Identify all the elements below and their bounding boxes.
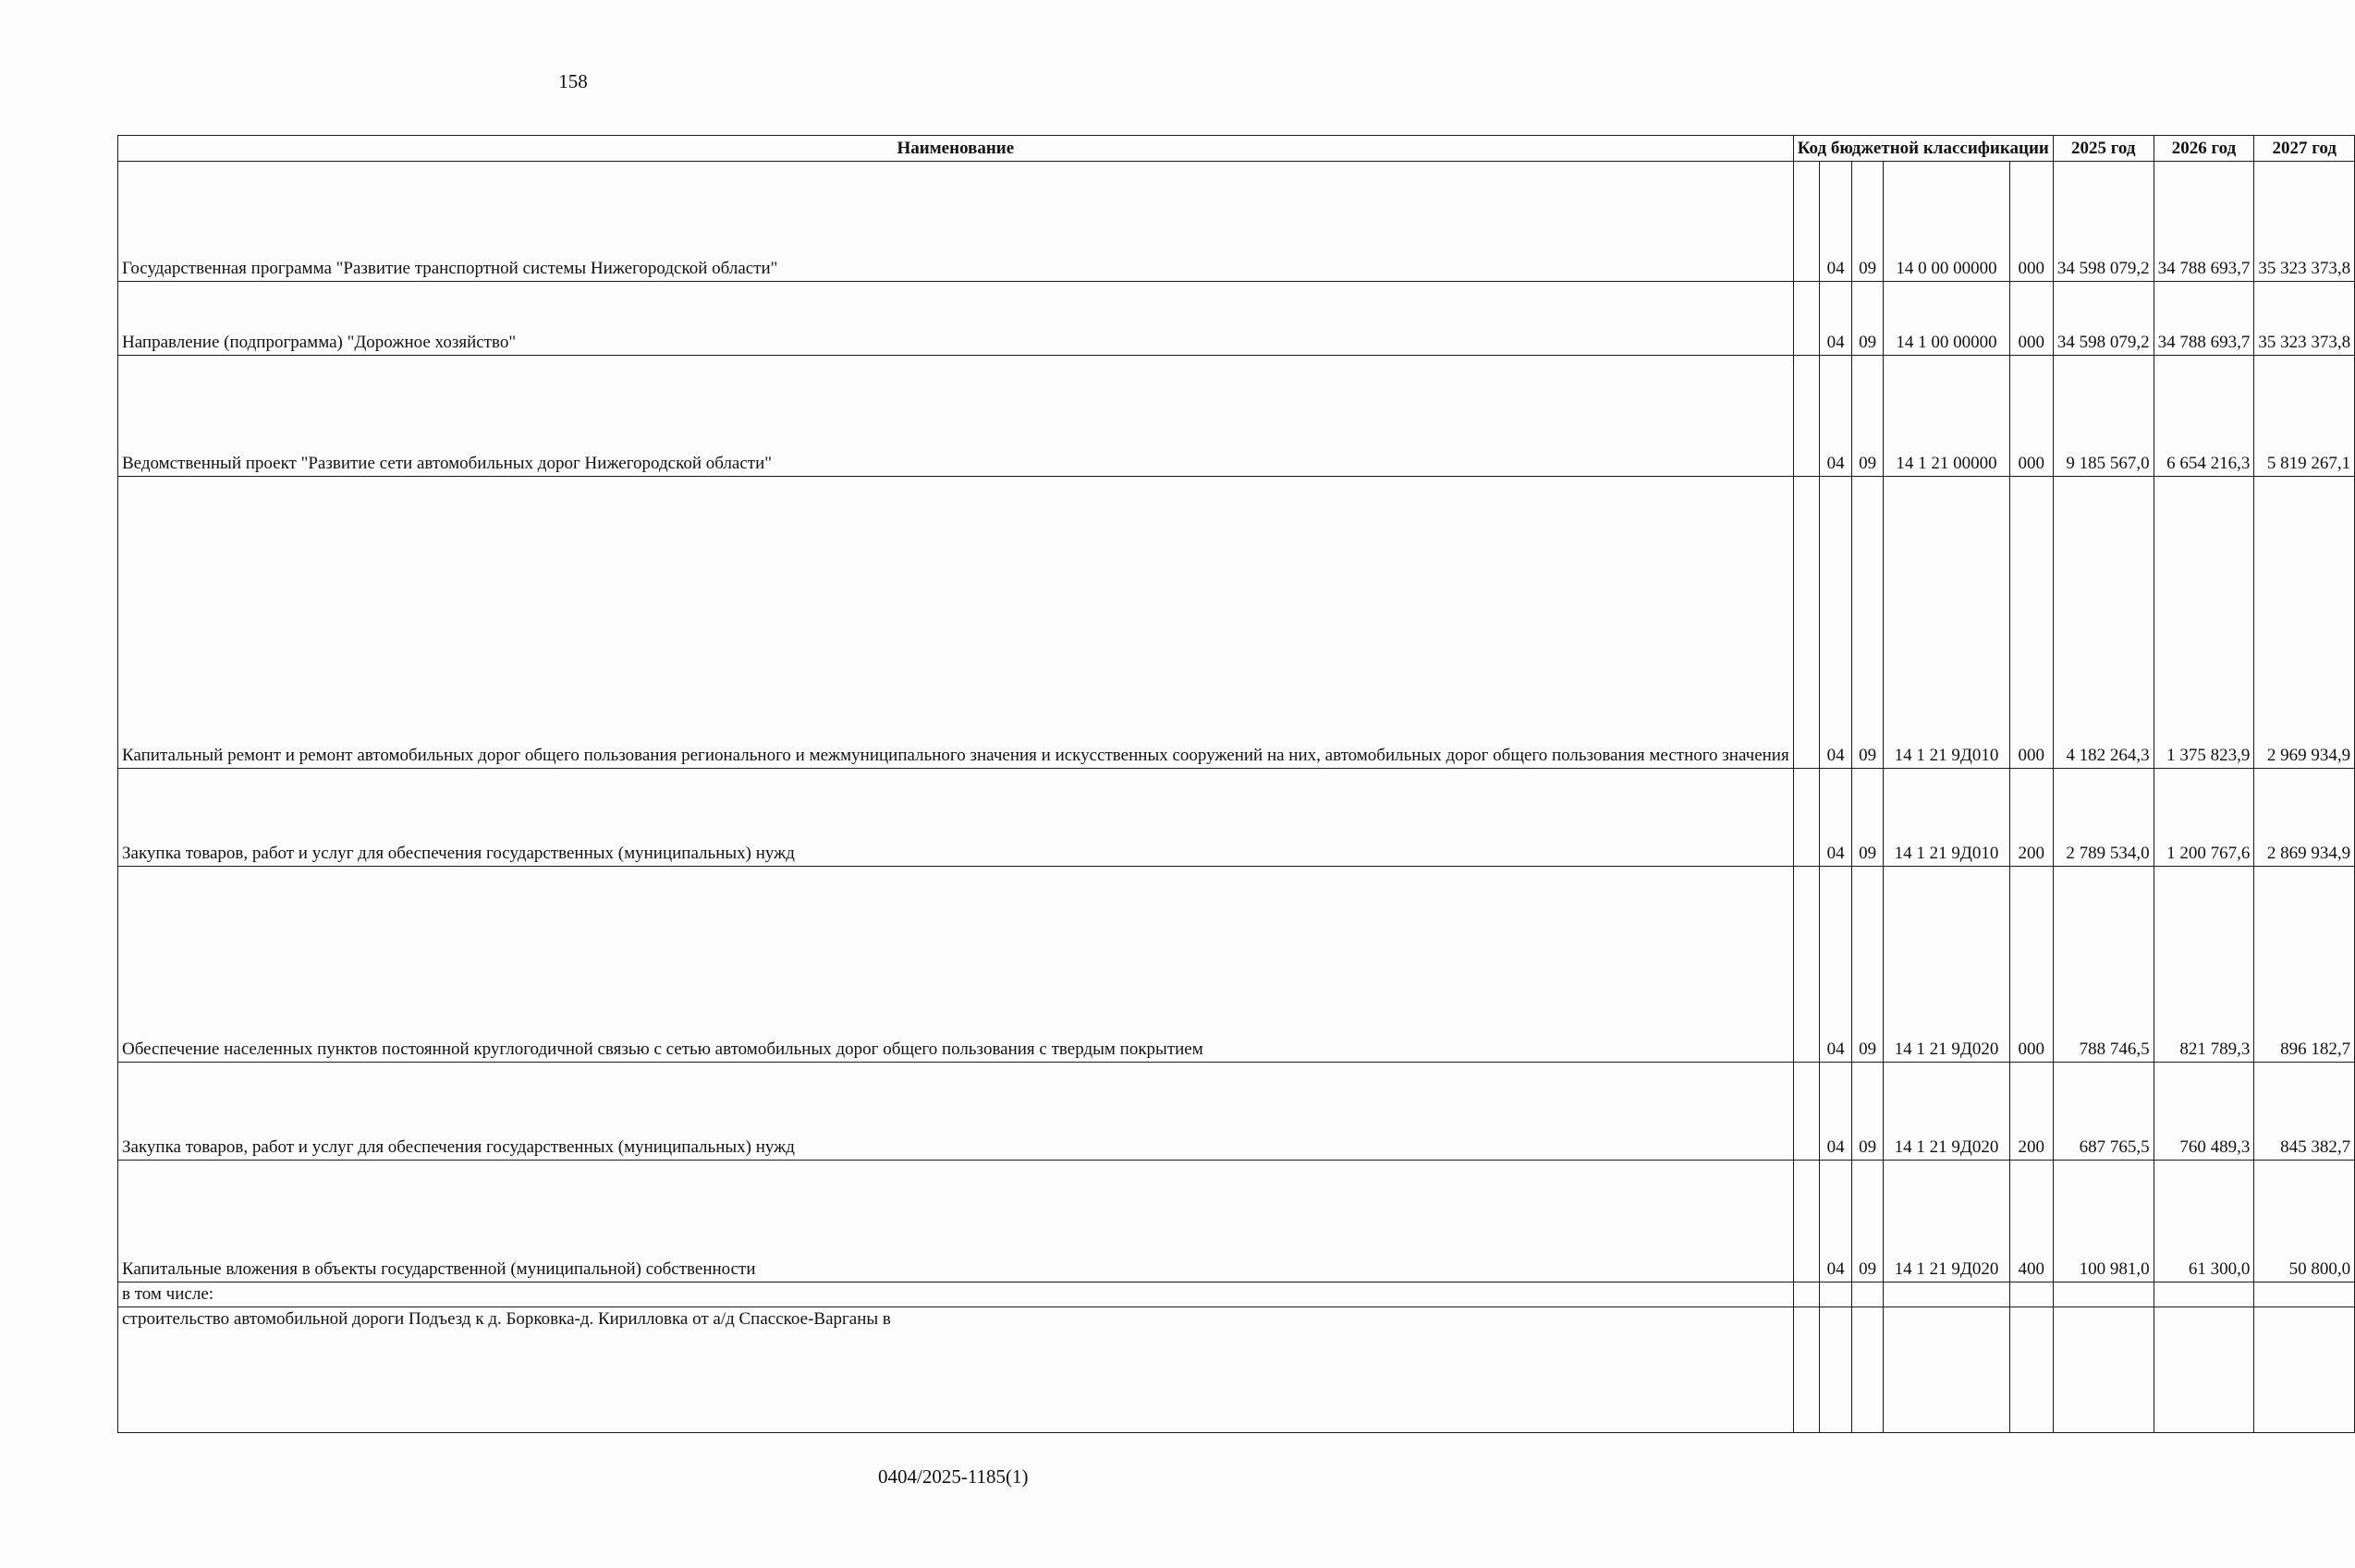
row-2025: 34 598 079,2 [2053,162,2154,282]
row-2027: 35 323 373,8 [2254,162,2355,282]
row-2026: 1 200 767,6 [2154,769,2254,867]
row-2027: 5 819 267,1 [2254,356,2355,477]
row-code-blank [1793,162,1820,282]
row-code-section [1820,1307,1851,1433]
budget-table [117,135,2355,1433]
row-code-expense: 000 [2009,162,2053,282]
row-code-blank [1793,356,1820,477]
row-2027: 50 800,0 [2254,1161,2355,1282]
header-name: Наименование [118,136,1794,162]
row-code-section: 04 [1820,356,1851,477]
row-code-expense: 200 [2009,769,2053,867]
row-code-expense: 000 [2009,356,2053,477]
row-2027: 2 969 934,9 [2254,477,2355,769]
row-2027 [2254,1282,2355,1307]
row-code-subsection: 09 [1851,477,1883,769]
table-row [118,1063,2355,1161]
row-code-subsection: 09 [1851,1063,1883,1161]
row-code-subsection: 09 [1851,282,1883,356]
row-2025 [2053,1307,2154,1433]
table-row [118,769,2355,867]
row-code-target [1884,1307,2009,1433]
row-2025: 2 789 534,0 [2053,769,2154,867]
row-2026 [2154,1282,2254,1307]
row-code-blank [1793,1161,1820,1282]
row-code-section [1820,1282,1851,1307]
table-row [118,1161,2355,1282]
row-code-section: 04 [1820,162,1851,282]
row-code-expense [2009,1307,2053,1433]
row-2027: 2 869 934,9 [2254,769,2355,867]
row-code-blank [1793,769,1820,867]
row-code-subsection: 09 [1851,769,1883,867]
header-2027: 2027 год [2254,136,2355,162]
row-2025: 4 182 264,3 [2053,477,2154,769]
page-number: 158 [558,70,588,92]
row-2025 [2053,1282,2154,1307]
row-code-target: 14 1 21 9Д010 [1884,769,2009,867]
header-2025: 2025 год [2053,136,2154,162]
row-code-expense: 000 [2009,867,2053,1063]
row-code-blank [1793,1282,1820,1307]
row-code-subsection: 09 [1851,356,1883,477]
row-name: Направление (подпрограмма) "Дорожное хозяйство" [118,282,1794,356]
row-name: Закупка товаров, работ и услуг для обеспечения государственных (муниципальных) нужд [118,1063,1794,1161]
row-code-expense [2009,1282,2053,1307]
row-code-section: 04 [1820,1063,1851,1161]
row-2025: 687 765,5 [2053,1063,2154,1161]
row-code-target: 14 1 00 00000 [1884,282,2009,356]
table-row [118,1282,2355,1307]
row-name: в том числе: [118,1282,1794,1307]
row-code-target: 14 1 21 9Д020 [1884,1161,2009,1282]
row-code-blank [1793,1063,1820,1161]
row-2026: 821 789,3 [2154,867,2254,1063]
row-code-subsection [1851,1307,1883,1433]
row-2026: 1 375 823,9 [2154,477,2254,769]
row-2026 [2154,1307,2254,1433]
header-2026: 2026 год [2154,136,2254,162]
row-2026: 34 788 693,7 [2154,162,2254,282]
row-code-target: 14 1 21 9Д020 [1884,867,2009,1063]
header-row [118,136,2355,162]
row-code-target: 14 1 21 9Д020 [1884,1063,2009,1161]
table-row [118,282,2355,356]
row-code-subsection [1851,1282,1883,1307]
row-name: строительство автомобильной дороги Подъезд к д. Борковка-д. Кирилловка от а/д Спасское-Варганы в [118,1307,1794,1433]
table-row [118,477,2355,769]
row-name: Обеспечение населенных пунктов постоянной круглогодичной связью с сетью автомобильных дорог общего пользования с твердым покрытием [118,867,1794,1063]
row-code-blank [1793,477,1820,769]
row-code-expense: 000 [2009,282,2053,356]
row-2025: 34 598 079,2 [2053,282,2154,356]
row-code-section: 04 [1820,282,1851,356]
row-2026: 34 788 693,7 [2154,282,2254,356]
row-code-expense: 400 [2009,1161,2053,1282]
row-name: Ведомственный проект "Развитие сети автомобильных дорог Нижегородской области" [118,356,1794,477]
row-2027: 896 182,7 [2254,867,2355,1063]
row-code-target: 14 1 21 9Д010 [1884,477,2009,769]
row-2027: 845 382,7 [2254,1063,2355,1161]
row-code-target: 14 1 21 00000 [1884,356,2009,477]
row-name: Капитальные вложения в объекты государственной (муниципальной) собственности [118,1161,1794,1282]
table-row [118,356,2355,477]
row-2027 [2254,1307,2355,1433]
table-row [118,162,2355,282]
row-2027: 35 323 373,8 [2254,282,2355,356]
row-2026: 61 300,0 [2154,1161,2254,1282]
header-code: Код бюджетной классификации [1793,136,2053,162]
row-code-blank [1793,1307,1820,1433]
row-name: Закупка товаров, работ и услуг для обеспечения государственных (муниципальных) нужд [118,769,1794,867]
row-name: Капитальный ремонт и ремонт автомобильных дорог общего пользования регионального и межмуниципального значения и искусственных сооружений на них, автомобильных дорог общего пользования местного значения [118,477,1794,769]
row-code-blank [1793,867,1820,1063]
row-name: Государственная программа "Развитие транспортной системы Нижегородской области" [118,162,1794,282]
row-code-section: 04 [1820,477,1851,769]
row-2025: 100 981,0 [2053,1161,2154,1282]
row-code-subsection: 09 [1851,162,1883,282]
row-code-expense: 200 [2009,1063,2053,1161]
row-2026: 6 654 216,3 [2154,356,2254,477]
row-code-blank [1793,282,1820,356]
row-code-section: 04 [1820,769,1851,867]
document-number: 0404/2025-1185(1) [878,1465,1029,1488]
row-code-subsection: 09 [1851,1161,1883,1282]
row-2025: 788 746,5 [2053,867,2154,1063]
row-code-expense: 000 [2009,477,2053,769]
row-code-target: 14 0 00 00000 [1884,162,2009,282]
row-2025: 9 185 567,0 [2053,356,2154,477]
row-code-subsection: 09 [1851,867,1883,1063]
row-code-section: 04 [1820,867,1851,1063]
row-2026: 760 489,3 [2154,1063,2254,1161]
table-row [118,1307,2355,1433]
row-code-section: 04 [1820,1161,1851,1282]
table-row [118,867,2355,1063]
row-code-target [1884,1282,2009,1307]
